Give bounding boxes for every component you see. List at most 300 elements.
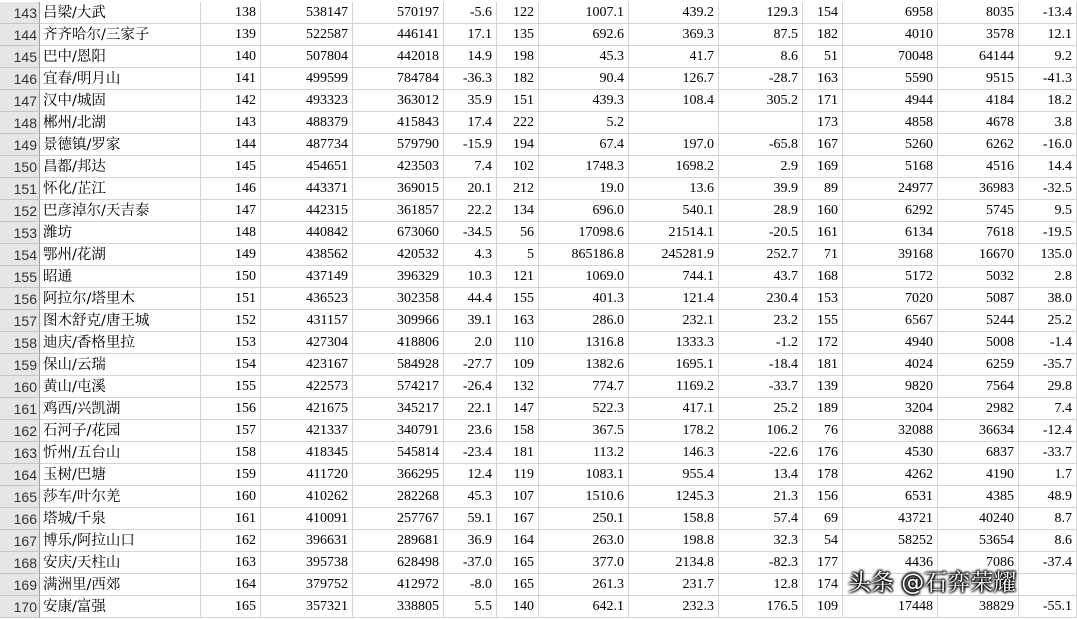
cell-passengers-current[interactable]: 357321 xyxy=(261,596,353,618)
cell-cargo-current[interactable]: 1083.1 xyxy=(539,464,629,486)
cell-passengers-previous[interactable]: 412972 xyxy=(353,574,444,596)
cell-cargo-current[interactable]: 692.6 xyxy=(539,24,629,46)
cell-movements-previous[interactable]: 3578 xyxy=(938,24,1019,46)
cell-cargo-previous[interactable]: 198.8 xyxy=(629,530,719,552)
cell-movements-change[interactable]: 8.6 xyxy=(1019,530,1077,552)
cell-passengers-current[interactable]: 395738 xyxy=(261,552,353,574)
cell-movements-current[interactable]: 4024 xyxy=(843,354,938,376)
cell-cargo-rank[interactable]: 182 xyxy=(497,68,539,90)
table-row[interactable] xyxy=(0,530,1077,552)
cell-cargo-previous[interactable]: 41.7 xyxy=(629,46,719,68)
cell-cargo-rank[interactable]: 167 xyxy=(497,508,539,530)
cell-cargo-rank[interactable]: 121 xyxy=(497,266,539,288)
cell-cargo-current[interactable]: 696.0 xyxy=(539,200,629,222)
row-header[interactable]: 154 xyxy=(0,244,40,266)
cell-movements-change[interactable]: 18.2 xyxy=(1019,90,1077,112)
cell-cargo-change[interactable]: 32.3 xyxy=(719,530,803,552)
cell-movements-current[interactable]: 4530 xyxy=(843,442,938,464)
cell-movements-change[interactable]: -35.7 xyxy=(1019,354,1077,376)
cell-movements-current[interactable]: 6531 xyxy=(843,486,938,508)
cell-movement-rank[interactable]: 177 xyxy=(803,552,843,574)
cell-cargo-change[interactable] xyxy=(719,112,803,134)
cell-cargo-current[interactable]: 17098.6 xyxy=(539,222,629,244)
table-row[interactable] xyxy=(0,46,1077,68)
cell-passengers-current[interactable]: 411720 xyxy=(261,464,353,486)
cell-cargo-previous[interactable]: 13.6 xyxy=(629,178,719,200)
cell-cargo-current[interactable]: 377.0 xyxy=(539,552,629,574)
cell-movement-rank[interactable]: 155 xyxy=(803,310,843,332)
row-header[interactable]: 157 xyxy=(0,310,40,332)
cell-movements-change[interactable]: 29.8 xyxy=(1019,376,1077,398)
table-row[interactable] xyxy=(0,2,1077,24)
cell-airport[interactable]: 玉树/巴塘 xyxy=(40,464,201,486)
cell-cargo-previous[interactable]: 232.1 xyxy=(629,310,719,332)
cell-passengers-previous[interactable]: 415843 xyxy=(353,112,444,134)
cell-movement-rank[interactable]: 51 xyxy=(803,46,843,68)
cell-passengers-change[interactable]: 4.3 xyxy=(444,244,497,266)
cell-passengers-previous[interactable]: 579790 xyxy=(353,134,444,156)
cell-passengers-current[interactable]: 422573 xyxy=(261,376,353,398)
cell-movements-change[interactable]: 48.9 xyxy=(1019,486,1077,508)
cell-passengers-previous[interactable]: 545814 xyxy=(353,442,444,464)
cell-movement-rank[interactable]: 181 xyxy=(803,354,843,376)
cell-cargo-change[interactable]: 23.2 xyxy=(719,310,803,332)
cell-rank[interactable]: 162 xyxy=(201,530,261,552)
table-row[interactable] xyxy=(0,90,1077,112)
cell-rank[interactable]: 150 xyxy=(201,266,261,288)
cell-cargo-current[interactable]: 19.0 xyxy=(539,178,629,200)
cell-cargo-rank[interactable]: 102 xyxy=(497,156,539,178)
cell-passengers-change[interactable]: 22.1 xyxy=(444,398,497,420)
cell-airport[interactable]: 齐齐哈尔/三家子 xyxy=(40,24,201,46)
cell-passengers-previous[interactable]: 361857 xyxy=(353,200,444,222)
cell-cargo-previous[interactable]: 108.4 xyxy=(629,90,719,112)
cell-movements-change[interactable]: 14.4 xyxy=(1019,156,1077,178)
cell-cargo-previous[interactable] xyxy=(629,112,719,134)
cell-airport[interactable]: 保山/云瑞 xyxy=(40,354,201,376)
cell-movements-change[interactable]: 8.7 xyxy=(1019,508,1077,530)
cell-passengers-previous[interactable]: 289681 xyxy=(353,530,444,552)
cell-movements-previous[interactable]: 38829 xyxy=(938,596,1019,618)
table-row[interactable] xyxy=(0,332,1077,354)
row-header[interactable]: 144 xyxy=(0,24,40,46)
cell-cargo-previous[interactable]: 1698.2 xyxy=(629,156,719,178)
cell-movement-rank[interactable]: 173 xyxy=(803,112,843,134)
cell-rank[interactable]: 163 xyxy=(201,552,261,574)
cell-passengers-current[interactable]: 442315 xyxy=(261,200,353,222)
cell-movements-previous[interactable]: 2982 xyxy=(938,398,1019,420)
cell-rank[interactable]: 144 xyxy=(201,134,261,156)
cell-movements-change[interactable]: 1.7 xyxy=(1019,464,1077,486)
cell-cargo-previous[interactable]: 146.3 xyxy=(629,442,719,464)
table-row[interactable] xyxy=(0,266,1077,288)
row-header[interactable]: 152 xyxy=(0,200,40,222)
cell-passengers-previous[interactable]: 340791 xyxy=(353,420,444,442)
cell-airport[interactable]: 安康/富强 xyxy=(40,596,201,618)
cell-passengers-change[interactable]: 20.1 xyxy=(444,178,497,200)
cell-passengers-change[interactable]: -27.7 xyxy=(444,354,497,376)
cell-movements-previous[interactable]: 9515 xyxy=(938,68,1019,90)
cell-movements-change[interactable]: -13.4 xyxy=(1019,2,1077,24)
cell-cargo-previous[interactable]: 744.1 xyxy=(629,266,719,288)
row-header[interactable]: 161 xyxy=(0,398,40,420)
cell-movement-rank[interactable]: 167 xyxy=(803,134,843,156)
cell-cargo-rank[interactable]: 151 xyxy=(497,90,539,112)
cell-cargo-rank[interactable]: 122 xyxy=(497,2,539,24)
cell-cargo-rank[interactable]: 132 xyxy=(497,376,539,398)
cell-passengers-previous[interactable]: 442018 xyxy=(353,46,444,68)
row-header[interactable]: 147 xyxy=(0,90,40,112)
cell-cargo-rank[interactable]: 222 xyxy=(497,112,539,134)
cell-movement-rank[interactable]: 54 xyxy=(803,530,843,552)
cell-passengers-change[interactable]: -37.0 xyxy=(444,552,497,574)
cell-passengers-change[interactable]: 36.9 xyxy=(444,530,497,552)
cell-movements-current[interactable]: 4010 xyxy=(843,24,938,46)
cell-movements-current[interactable]: 6292 xyxy=(843,200,938,222)
cell-cargo-rank[interactable]: 165 xyxy=(497,552,539,574)
cell-movement-rank[interactable]: 176 xyxy=(803,442,843,464)
cell-cargo-change[interactable]: 230.4 xyxy=(719,288,803,310)
cell-cargo-rank[interactable]: 212 xyxy=(497,178,539,200)
cell-passengers-change[interactable]: 35.9 xyxy=(444,90,497,112)
cell-passengers-change[interactable]: 17.4 xyxy=(444,112,497,134)
cell-movements-previous[interactable]: 4190 xyxy=(938,464,1019,486)
cell-cargo-rank[interactable]: 198 xyxy=(497,46,539,68)
cell-passengers-previous[interactable]: 584928 xyxy=(353,354,444,376)
cell-passengers-current[interactable]: 436523 xyxy=(261,288,353,310)
cell-movements-change[interactable]: -37.4 xyxy=(1019,552,1077,574)
cell-movements-previous[interactable]: 6837 xyxy=(938,442,1019,464)
row-header[interactable]: 151 xyxy=(0,178,40,200)
cell-movements-previous[interactable]: 6262 xyxy=(938,134,1019,156)
cell-passengers-previous[interactable]: 338805 xyxy=(353,596,444,618)
cell-cargo-current[interactable]: 865186.8 xyxy=(539,244,629,266)
cell-cargo-change[interactable]: 28.9 xyxy=(719,200,803,222)
cell-cargo-rank[interactable]: 140 xyxy=(497,596,539,618)
cell-movement-rank[interactable]: 178 xyxy=(803,464,843,486)
row-header[interactable]: 155 xyxy=(0,266,40,288)
row-header[interactable]: 168 xyxy=(0,552,40,574)
cell-rank[interactable]: 160 xyxy=(201,486,261,508)
cell-rank[interactable]: 152 xyxy=(201,310,261,332)
cell-cargo-previous[interactable]: 417.1 xyxy=(629,398,719,420)
cell-rank[interactable]: 139 xyxy=(201,24,261,46)
cell-movement-rank[interactable]: 69 xyxy=(803,508,843,530)
cell-passengers-current[interactable]: 410262 xyxy=(261,486,353,508)
cell-movement-rank[interactable]: 71 xyxy=(803,244,843,266)
cell-cargo-change[interactable]: 129.3 xyxy=(719,2,803,24)
cell-passengers-previous[interactable]: 673060 xyxy=(353,222,444,244)
cell-passengers-change[interactable]: -36.3 xyxy=(444,68,497,90)
cell-cargo-previous[interactable]: 369.3 xyxy=(629,24,719,46)
cell-movements-previous[interactable]: 7086 xyxy=(938,552,1019,574)
cell-cargo-change[interactable]: 305.2 xyxy=(719,90,803,112)
cell-movements-change[interactable]: -32.5 xyxy=(1019,178,1077,200)
cell-passengers-change[interactable]: 39.1 xyxy=(444,310,497,332)
cell-cargo-current[interactable]: 67.4 xyxy=(539,134,629,156)
cell-cargo-rank[interactable]: 5 xyxy=(497,244,539,266)
cell-airport[interactable]: 景德镇/罗家 xyxy=(40,134,201,156)
cell-passengers-change[interactable]: 5.5 xyxy=(444,596,497,618)
cell-passengers-previous[interactable]: 570197 xyxy=(353,2,444,24)
cell-passengers-current[interactable]: 396631 xyxy=(261,530,353,552)
cell-airport[interactable]: 昭通 xyxy=(40,266,201,288)
cell-movements-change[interactable]: 38.0 xyxy=(1019,288,1077,310)
cell-airport[interactable]: 昌都/邦达 xyxy=(40,156,201,178)
cell-cargo-current[interactable]: 1007.1 xyxy=(539,2,629,24)
cell-rank[interactable]: 157 xyxy=(201,420,261,442)
cell-movements-previous[interactable]: 5087 xyxy=(938,288,1019,310)
cell-airport[interactable]: 图木舒克/唐王城 xyxy=(40,310,201,332)
cell-airport[interactable]: 博乐/阿拉山口 xyxy=(40,530,201,552)
table-row[interactable] xyxy=(0,464,1077,486)
cell-movements-current[interactable]: 4436 xyxy=(843,552,938,574)
cell-movements-previous[interactable]: 53654 xyxy=(938,530,1019,552)
cell-movement-rank[interactable]: 89 xyxy=(803,178,843,200)
cell-passengers-current[interactable]: 431157 xyxy=(261,310,353,332)
table-row[interactable] xyxy=(0,508,1077,530)
cell-passengers-current[interactable]: 440842 xyxy=(261,222,353,244)
cell-cargo-previous[interactable]: 955.4 xyxy=(629,464,719,486)
cell-movements-previous[interactable]: 64144 xyxy=(938,46,1019,68)
cell-cargo-rank[interactable]: 163 xyxy=(497,310,539,332)
cell-airport[interactable]: 巴彦淖尔/天吉泰 xyxy=(40,200,201,222)
cell-movement-rank[interactable]: 163 xyxy=(803,68,843,90)
cell-cargo-previous[interactable]: 245281.9 xyxy=(629,244,719,266)
cell-cargo-rank[interactable]: 194 xyxy=(497,134,539,156)
cell-cargo-current[interactable]: 113.2 xyxy=(539,442,629,464)
cell-movements-previous[interactable]: 7618 xyxy=(938,222,1019,244)
cell-airport[interactable]: 石河子/花园 xyxy=(40,420,201,442)
cell-cargo-previous[interactable]: 1333.3 xyxy=(629,332,719,354)
cell-movements-previous[interactable]: 5008 xyxy=(938,332,1019,354)
cell-movements-change[interactable]: -33.7 xyxy=(1019,442,1077,464)
cell-rank[interactable]: 145 xyxy=(201,156,261,178)
cell-cargo-current[interactable]: 286.0 xyxy=(539,310,629,332)
cell-airport[interactable]: 鸡西/兴凯湖 xyxy=(40,398,201,420)
cell-cargo-previous[interactable]: 540.1 xyxy=(629,200,719,222)
cell-passengers-change[interactable]: 7.4 xyxy=(444,156,497,178)
cell-rank[interactable]: 154 xyxy=(201,354,261,376)
cell-passengers-change[interactable]: 44.4 xyxy=(444,288,497,310)
cell-movements-previous[interactable]: 7564 xyxy=(938,376,1019,398)
cell-passengers-change[interactable]: -23.4 xyxy=(444,442,497,464)
cell-cargo-current[interactable]: 261.3 xyxy=(539,574,629,596)
cell-rank[interactable]: 142 xyxy=(201,90,261,112)
cell-movement-rank[interactable]: 160 xyxy=(803,200,843,222)
cell-passengers-current[interactable]: 507804 xyxy=(261,46,353,68)
cell-cargo-rank[interactable]: 164 xyxy=(497,530,539,552)
cell-rank[interactable]: 161 xyxy=(201,508,261,530)
cell-passengers-current[interactable]: 427304 xyxy=(261,332,353,354)
cell-cargo-change[interactable]: 21.3 xyxy=(719,486,803,508)
cell-rank[interactable]: 151 xyxy=(201,288,261,310)
cell-movements-current[interactable]: 70048 xyxy=(843,46,938,68)
row-header[interactable]: 163 xyxy=(0,442,40,464)
cell-movement-rank[interactable]: 172 xyxy=(803,332,843,354)
cell-movements-change[interactable]: -41.3 xyxy=(1019,68,1077,90)
cell-movements-previous[interactable]: 36634 xyxy=(938,420,1019,442)
cell-rank[interactable]: 149 xyxy=(201,244,261,266)
cell-rank[interactable]: 164 xyxy=(201,574,261,596)
cell-rank[interactable]: 159 xyxy=(201,464,261,486)
cell-airport[interactable]: 迪庆/香格里拉 xyxy=(40,332,201,354)
cell-movements-change[interactable]: -12.4 xyxy=(1019,420,1077,442)
cell-passengers-previous[interactable]: 420532 xyxy=(353,244,444,266)
cell-cargo-current[interactable]: 250.1 xyxy=(539,508,629,530)
cell-movements-previous[interactable]: 5745 xyxy=(938,200,1019,222)
cell-cargo-change[interactable]: 87.5 xyxy=(719,24,803,46)
cell-rank[interactable]: 158 xyxy=(201,442,261,464)
cell-cargo-rank[interactable]: 134 xyxy=(497,200,539,222)
cell-passengers-previous[interactable]: 784784 xyxy=(353,68,444,90)
table-row[interactable] xyxy=(0,178,1077,200)
cell-cargo-rank[interactable]: 107 xyxy=(497,486,539,508)
cell-passengers-change[interactable]: 12.4 xyxy=(444,464,497,486)
cell-airport[interactable]: 宜春/明月山 xyxy=(40,68,201,90)
cell-cargo-rank[interactable]: 110 xyxy=(497,332,539,354)
cell-movements-change[interactable]: 25.2 xyxy=(1019,310,1077,332)
cell-cargo-current[interactable]: 1069.0 xyxy=(539,266,629,288)
table-row[interactable] xyxy=(0,222,1077,244)
row-header[interactable]: 145 xyxy=(0,46,40,68)
cell-passengers-current[interactable]: 421675 xyxy=(261,398,353,420)
cell-passengers-change[interactable]: 22.2 xyxy=(444,200,497,222)
cell-passengers-current[interactable]: 493323 xyxy=(261,90,353,112)
cell-airport[interactable]: 莎车/叶尔羌 xyxy=(40,486,201,508)
cell-cargo-current[interactable]: 1382.6 xyxy=(539,354,629,376)
cell-passengers-change[interactable]: 45.3 xyxy=(444,486,497,508)
cell-cargo-change[interactable]: 176.5 xyxy=(719,596,803,618)
row-header[interactable]: 148 xyxy=(0,112,40,134)
cell-rank[interactable]: 138 xyxy=(201,2,261,24)
cell-cargo-previous[interactable]: 1245.3 xyxy=(629,486,719,508)
cell-cargo-previous[interactable]: 21514.1 xyxy=(629,222,719,244)
table-row[interactable] xyxy=(0,244,1077,266)
cell-cargo-current[interactable]: 1316.8 xyxy=(539,332,629,354)
cell-passengers-change[interactable]: -26.4 xyxy=(444,376,497,398)
cell-cargo-previous[interactable]: 439.2 xyxy=(629,2,719,24)
cell-passengers-change[interactable]: 10.3 xyxy=(444,266,497,288)
cell-movements-change[interactable] xyxy=(1019,574,1077,596)
cell-cargo-current[interactable]: 5.2 xyxy=(539,112,629,134)
cell-movements-current[interactable]: 5590 xyxy=(843,68,938,90)
cell-airport[interactable]: 黄山/屯溪 xyxy=(40,376,201,398)
cell-rank[interactable]: 140 xyxy=(201,46,261,68)
cell-cargo-rank[interactable]: 109 xyxy=(497,354,539,376)
row-header[interactable]: 149 xyxy=(0,134,40,156)
cell-movements-current[interactable]: 6134 xyxy=(843,222,938,244)
cell-rank[interactable]: 141 xyxy=(201,68,261,90)
cell-cargo-rank[interactable]: 56 xyxy=(497,222,539,244)
table-row[interactable] xyxy=(0,310,1077,332)
cell-cargo-previous[interactable]: 232.3 xyxy=(629,596,719,618)
cell-passengers-current[interactable]: 538147 xyxy=(261,2,353,24)
table-row[interactable] xyxy=(0,376,1077,398)
cell-cargo-change[interactable]: 2.9 xyxy=(719,156,803,178)
cell-rank[interactable]: 148 xyxy=(201,222,261,244)
row-header[interactable]: 146 xyxy=(0,68,40,90)
cell-airport[interactable]: 阿拉尔/塔里木 xyxy=(40,288,201,310)
cell-cargo-previous[interactable]: 197.0 xyxy=(629,134,719,156)
cell-passengers-previous[interactable]: 369015 xyxy=(353,178,444,200)
cell-cargo-previous[interactable]: 178.2 xyxy=(629,420,719,442)
cell-cargo-change[interactable]: -28.7 xyxy=(719,68,803,90)
cell-cargo-change[interactable]: 25.2 xyxy=(719,398,803,420)
cell-cargo-current[interactable]: 367.5 xyxy=(539,420,629,442)
cell-movements-current[interactable]: 4262 xyxy=(843,464,938,486)
cell-passengers-current[interactable]: 423167 xyxy=(261,354,353,376)
cell-movements-current[interactable]: 24977 xyxy=(843,178,938,200)
row-header[interactable]: 167 xyxy=(0,530,40,552)
cell-cargo-current[interactable]: 522.3 xyxy=(539,398,629,420)
cell-movements-previous[interactable]: 5032 xyxy=(938,266,1019,288)
cell-rank[interactable]: 155 xyxy=(201,376,261,398)
cell-cargo-current[interactable]: 263.0 xyxy=(539,530,629,552)
cell-movement-rank[interactable]: 154 xyxy=(803,2,843,24)
table-row[interactable] xyxy=(0,420,1077,442)
cell-movement-rank[interactable]: 76 xyxy=(803,420,843,442)
cell-movements-current[interactable]: 5172 xyxy=(843,266,938,288)
cell-movements-current[interactable]: 32088 xyxy=(843,420,938,442)
cell-movement-rank[interactable]: 182 xyxy=(803,24,843,46)
cell-cargo-change[interactable]: -20.5 xyxy=(719,222,803,244)
cell-passengers-previous[interactable]: 423503 xyxy=(353,156,444,178)
cell-cargo-current[interactable]: 439.3 xyxy=(539,90,629,112)
cell-passengers-current[interactable]: 379752 xyxy=(261,574,353,596)
table-row[interactable] xyxy=(0,398,1077,420)
row-header[interactable]: 158 xyxy=(0,332,40,354)
row-header[interactable]: 153 xyxy=(0,222,40,244)
cell-passengers-current[interactable]: 410091 xyxy=(261,508,353,530)
cell-movement-rank[interactable]: 174 xyxy=(803,574,843,596)
cell-movements-change[interactable]: -55.1 xyxy=(1019,596,1077,618)
cell-passengers-previous[interactable]: 574217 xyxy=(353,376,444,398)
table-row[interactable] xyxy=(0,134,1077,156)
cell-movements-change[interactable]: 2.8 xyxy=(1019,266,1077,288)
cell-passengers-current[interactable]: 438562 xyxy=(261,244,353,266)
cell-cargo-change[interactable]: 13.4 xyxy=(719,464,803,486)
cell-movements-change[interactable]: 9.2 xyxy=(1019,46,1077,68)
cell-cargo-rank[interactable]: 165 xyxy=(497,574,539,596)
cell-passengers-change[interactable]: 2.0 xyxy=(444,332,497,354)
cell-passengers-current[interactable]: 418345 xyxy=(261,442,353,464)
cell-movement-rank[interactable]: 156 xyxy=(803,486,843,508)
cell-passengers-previous[interactable]: 257767 xyxy=(353,508,444,530)
cell-airport[interactable]: 吕梁/大武 xyxy=(40,2,201,24)
cell-movements-change[interactable]: 9.5 xyxy=(1019,200,1077,222)
cell-passengers-change[interactable]: -5.6 xyxy=(444,2,497,24)
cell-cargo-change[interactable]: 39.9 xyxy=(719,178,803,200)
cell-movements-current[interactable]: 5260 xyxy=(843,134,938,156)
cell-airport[interactable]: 潍坊 xyxy=(40,222,201,244)
cell-rank[interactable]: 165 xyxy=(201,596,261,618)
cell-passengers-previous[interactable]: 418806 xyxy=(353,332,444,354)
cell-passengers-change[interactable]: -15.9 xyxy=(444,134,497,156)
cell-passengers-previous[interactable]: 628498 xyxy=(353,552,444,574)
cell-passengers-current[interactable]: 421337 xyxy=(261,420,353,442)
cell-airport[interactable]: 怀化/芷江 xyxy=(40,178,201,200)
cell-cargo-current[interactable]: 401.3 xyxy=(539,288,629,310)
row-header[interactable]: 170 xyxy=(0,596,40,618)
cell-cargo-rank[interactable]: 158 xyxy=(497,420,539,442)
cell-airport[interactable]: 郴州/北湖 xyxy=(40,112,201,134)
cell-movements-current[interactable]: 6567 xyxy=(843,310,938,332)
row-header[interactable]: 143 xyxy=(0,2,40,24)
cell-airport[interactable]: 满洲里/西郊 xyxy=(40,574,201,596)
row-header[interactable]: 169 xyxy=(0,574,40,596)
row-header[interactable]: 160 xyxy=(0,376,40,398)
